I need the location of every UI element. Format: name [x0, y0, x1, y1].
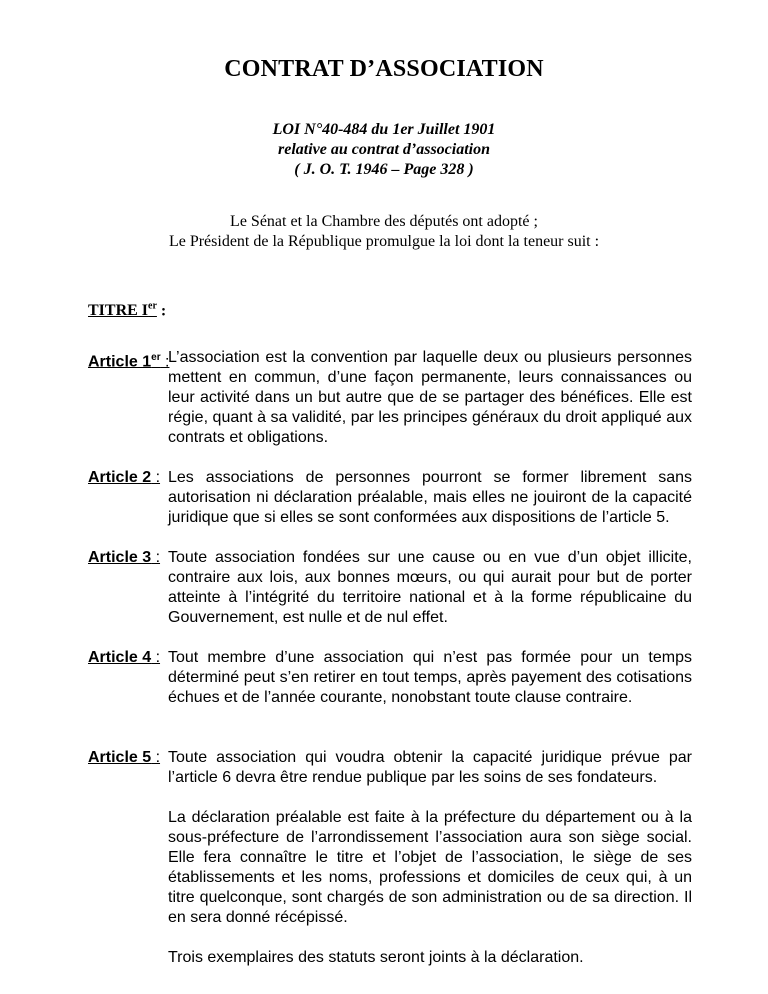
article-label-colon: : [151, 469, 161, 486]
article-label-text: Article 2 [88, 469, 152, 486]
article-label [88, 748, 160, 768]
article-body [168, 648, 692, 708]
preamble-line-1: Le Sénat et la Chambre des députés ont adopté ; [230, 213, 538, 230]
article-paragraph: Toute association fondées sur une cause ou en vue d’un objet illicite, contraire aux lois, aux bonnes mœurs, ou qui aurait pour but de porter atteinte à l’intégrité du territoire national et à la forme républicaine du Gouvernement, est nulle et de nul effet. [168, 549, 692, 626]
article-label-text: Article 5 [88, 749, 152, 766]
article-label [88, 468, 160, 488]
article-label-colon: : [151, 649, 161, 666]
article-4 [88, 648, 692, 708]
section-heading [88, 301, 166, 320]
article-label [88, 648, 160, 668]
article-paragraph: La déclaration préalable est faite à la préfecture du département ou à la sous-préfecture de l’arrondissement l’association aura son siège social. Elle fera connaître le titre et l’objet de l’association, le siège de ses établissements et les noms, professions et domiciles de ceux qui, à un titre quelconque, sont chargés de son administration ou de sa direction. Il en sera donné récépissé. [168, 809, 692, 926]
law-reference [0, 120, 768, 180]
article-paragraph: Les associations de personnes pourront se former librement sans autorisation ni déclaration préalable, mais elles ne jouiront de la capacité juridique que si elles se sont conformées aux dispositions de l’article 5. [168, 469, 692, 526]
article-5 [88, 748, 692, 968]
document-title: CONTRAT D’ASSOCIATION [224, 56, 544, 82]
article-body [168, 348, 692, 448]
article-paragraph: L’association est la convention par laquelle deux ou plusieurs personnes mettent en commun, d’une façon permanente, leurs connaissances ou leur activité dans un but autre que de se partager des bénéfices. Elle est régie, quant à sa validité, par les principes généraux du droit appliqué aux contrats et obligations. [168, 349, 692, 446]
article-label-text: Article 3 [88, 549, 152, 566]
section-heading-colon: : [156, 302, 167, 320]
article-label-colon: : [151, 749, 161, 766]
article-label-sup: er [151, 352, 161, 363]
article-paragraph: Toute association qui voudra obtenir la capacité juridique prévue par l’article 6 devra être rendue publique par les soins de ses fondateurs. [168, 749, 692, 786]
preamble-line-2: Le Président de la République promulgue la loi dont la teneur suit : [168, 233, 600, 250]
section-heading-sup: er [148, 301, 157, 312]
article-body [168, 748, 692, 968]
article-label [88, 548, 160, 568]
law-journal-ref: ( J. O. T. 1946 – Page 328 ) [294, 161, 474, 178]
article-label-colon: : [160, 353, 170, 371]
section-heading-text: TITRE I [88, 302, 149, 320]
article-body [168, 468, 692, 528]
article-body [168, 548, 692, 628]
law-subject: relative au contrat d’association [278, 141, 490, 158]
article-3 [88, 548, 692, 628]
article-label [88, 348, 169, 372]
preamble [0, 212, 768, 252]
article-label-text: Article 1 [88, 353, 152, 371]
article-2 [88, 468, 692, 528]
article-paragraph: Trois exemplaires des statuts seront joints à la déclaration. [168, 949, 584, 966]
article-label-text: Article 4 [88, 649, 152, 666]
article-paragraph: Tout membre d’une association qui n’est pas formée pour un temps déterminé peut s’en retirer en tout temps, après payement des cotisations échues et de l’année courante, nonobstant toute clause contraire. [168, 649, 692, 706]
article-1 [88, 348, 692, 448]
section-heading-label [88, 302, 157, 319]
article-label-colon: : [151, 549, 161, 566]
law-number: LOI N°40-484 du 1er Juillet 1901 [272, 121, 496, 138]
